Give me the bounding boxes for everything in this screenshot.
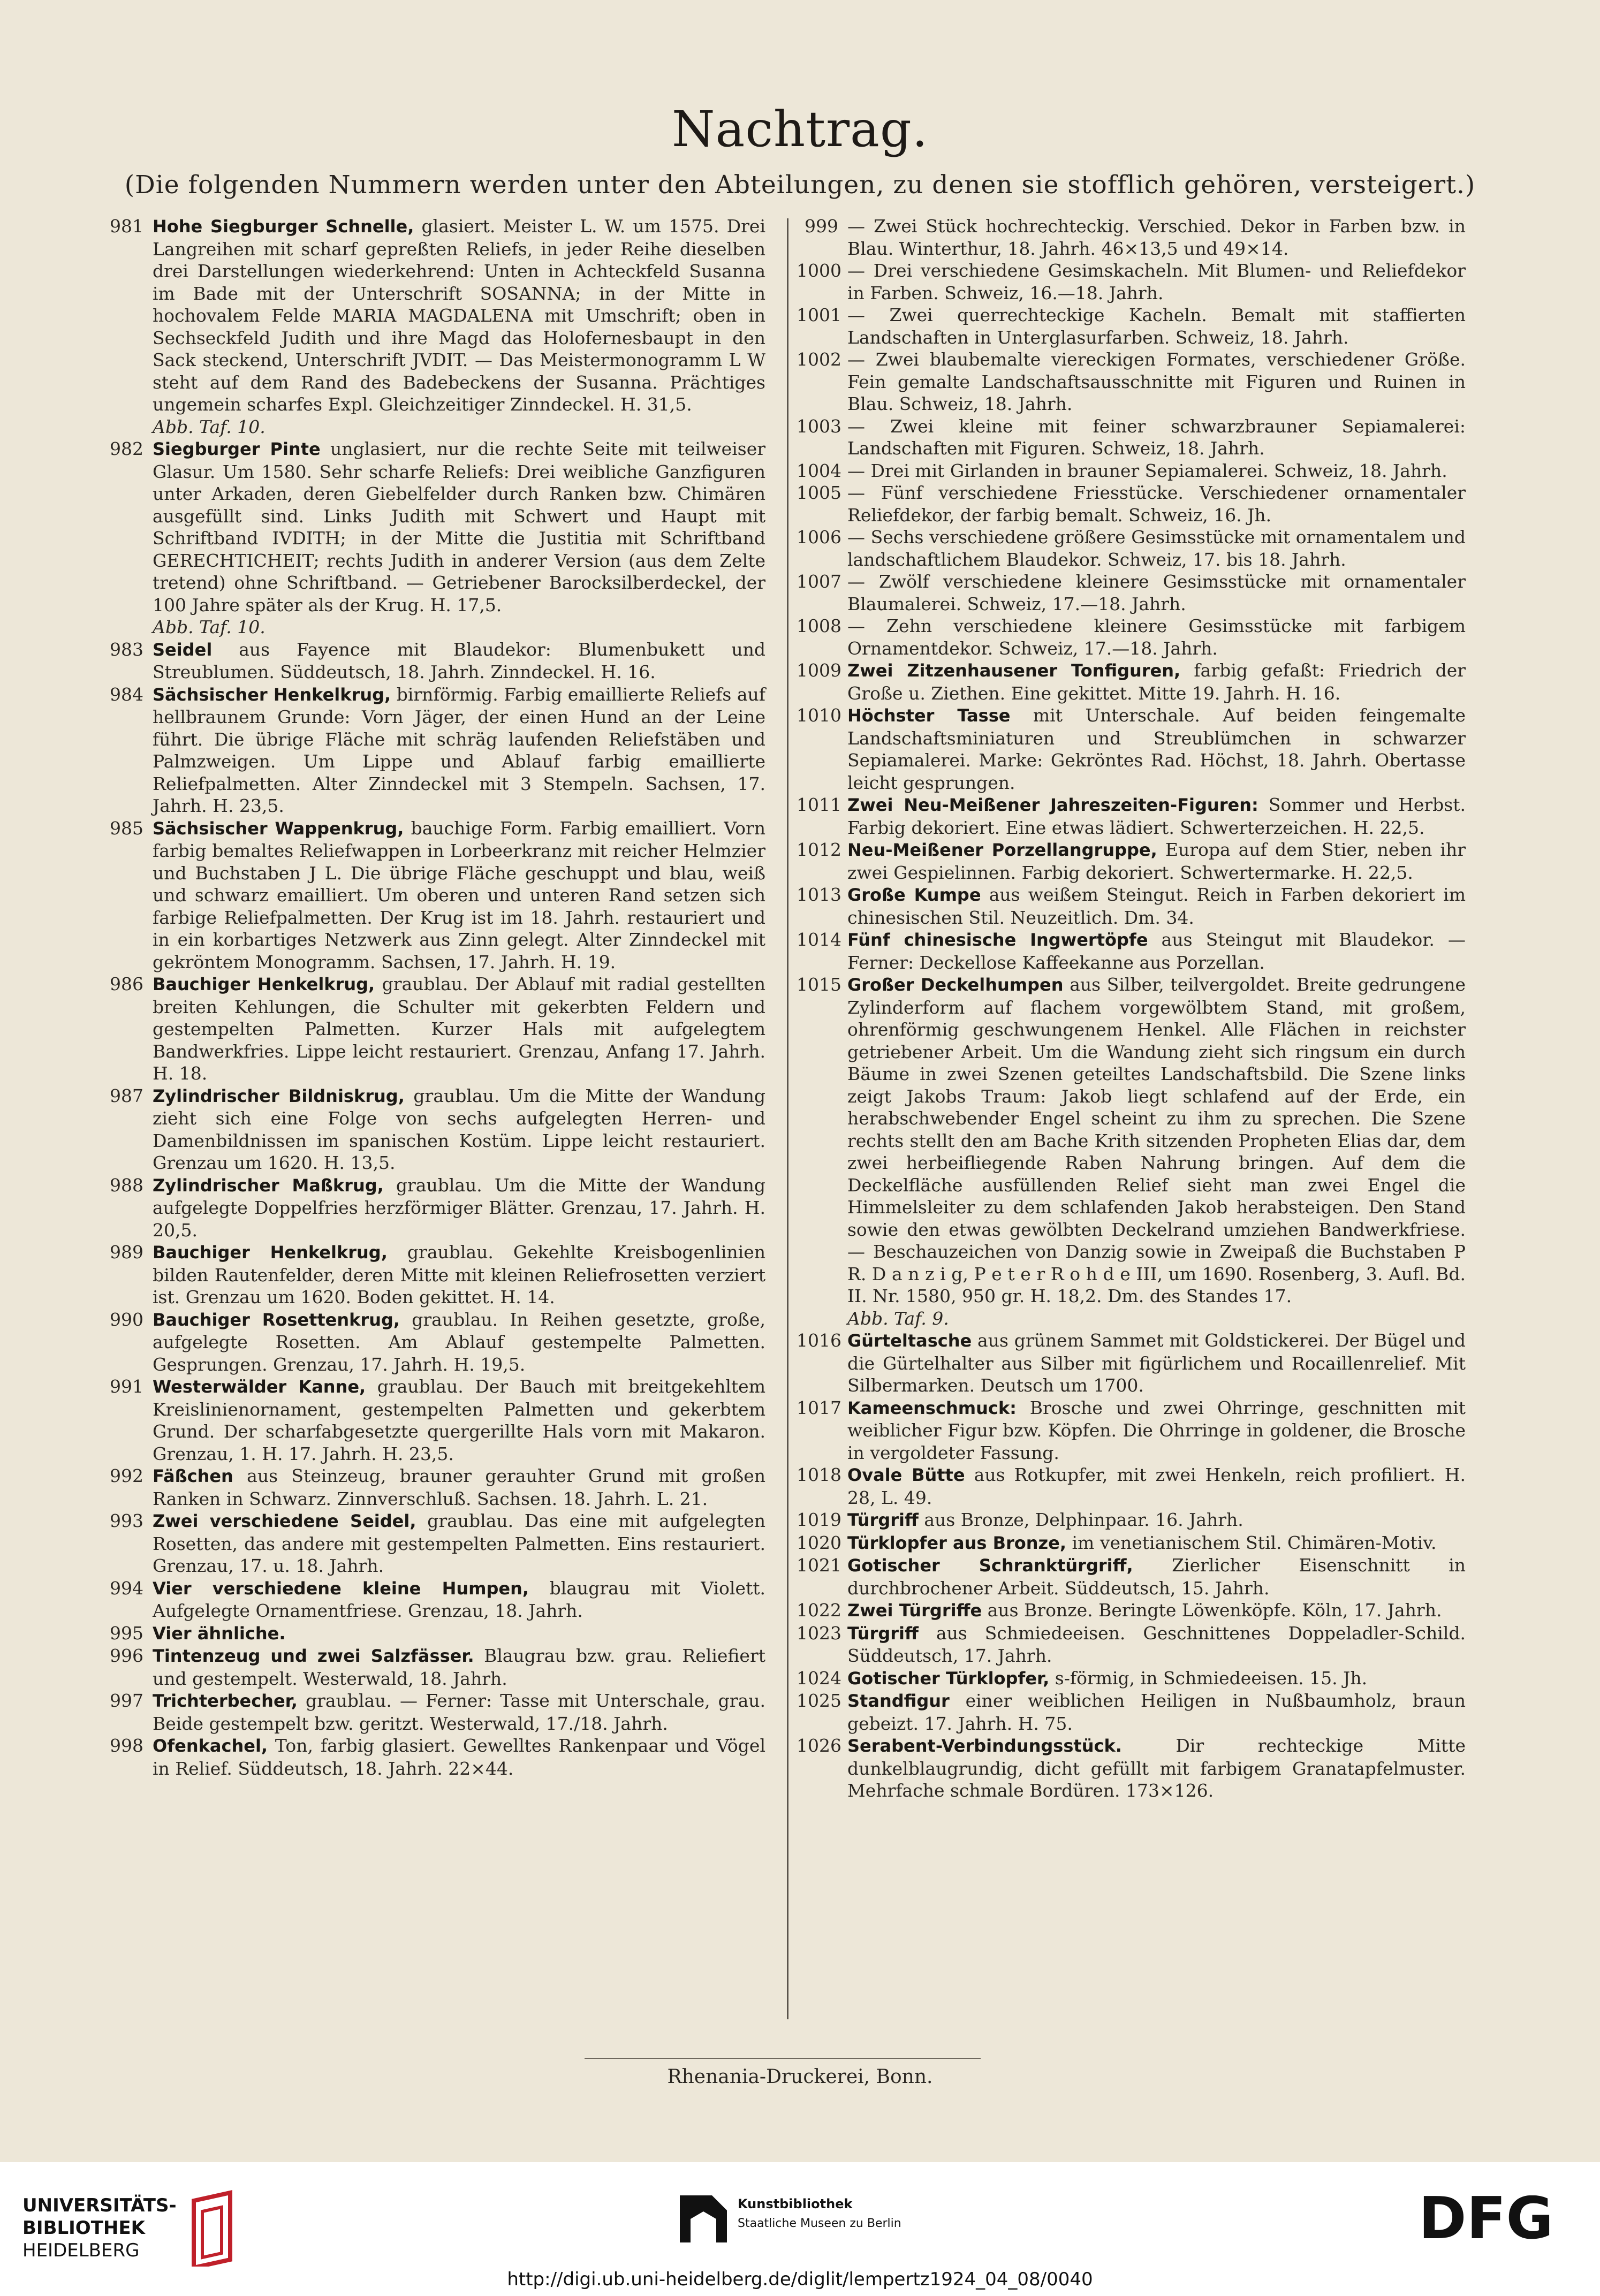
entry-description: aus Fayence mit Blaudekor: Blumenbukett und Streublumen. Süddeutsch, 18. Jahrh. Zinndeckel. H. 16.: [153, 638, 765, 682]
catalog-entry: [797, 415, 1466, 460]
entry-name: Hohe Siegburger Schnelle,: [153, 216, 414, 237]
entry-name: Bauchiger Henkelkrug,: [153, 1242, 388, 1263]
entry-number: 1008: [797, 615, 841, 636]
uni-logo-line1: UNIVERSITÄTS-: [22, 2195, 177, 2216]
entry-name: Westerwälder Kanne,: [153, 1377, 366, 1397]
entry-number: 1022: [797, 1600, 841, 1621]
library-emblem-icon: [183, 2190, 247, 2270]
entry-name: Fäßchen: [153, 1466, 233, 1486]
entry-name: Vier verschiedene kleine Humpen,: [153, 1578, 529, 1599]
catalog-entry: [797, 794, 1466, 839]
entry-name: Ovale Bütte: [847, 1465, 965, 1485]
entry-number: 1006: [797, 527, 841, 548]
catalog-entry: [797, 704, 1466, 794]
catalog-entry: [797, 884, 1466, 929]
entry-name: Trichterbecher,: [153, 1691, 298, 1711]
catalog-entry: [797, 659, 1466, 704]
catalog-entry: [797, 1667, 1466, 1690]
entry-number: 1000: [797, 260, 841, 281]
entry-description: Brosche und zwei Ohrringe, geschnitten mit weiblicher Figur bzw. Köpfen. Die Ohrringe in goldener, die Brosche in vergoldeter Fassung.: [847, 1397, 1466, 1463]
entry-description: — Zwei Stück hochrechteckig. Verschied. Dekor in Farben bzw. in Blau. Winterthur, 18. Jahrh. 46×13,5 und 49×14.: [847, 216, 1466, 259]
entry-name: Türklopfer aus Bronze,: [847, 1532, 1067, 1553]
entry-description: — Zehn verschiedene kleinere Gesimsstücke mit farbigem Ornamentdekor. Schweiz, 17.—18. Jahrh.: [847, 615, 1466, 659]
entry-name: Gotischer Schranktürgriff,: [847, 1555, 1133, 1576]
entry-number: 1026: [797, 1735, 841, 1756]
entry-description: Europa auf dem Stier, neben ihr zwei Gespielinnen. Farbig dekoriert. Schwertermarke. H. 22,5.: [847, 839, 1466, 883]
catalog-entry: [797, 1599, 1466, 1622]
entry-name: Gürteltasche: [847, 1331, 972, 1351]
entry-number: 1013: [797, 884, 841, 905]
entry-description: Blaugrau bzw. grau. Reliefiert und gestempelt. Westerwald, 18. Jahrh.: [153, 1645, 765, 1689]
entry-name: Türgriff: [847, 1510, 919, 1530]
catalog-entry: [102, 973, 765, 1085]
entry-description: — Zwei querrechteckige Kacheln. Bemalt mit staffierten Landschaften in Unterglasurfarben. Schweiz, 18. Jahrh.: [847, 305, 1466, 348]
entry-description: graublau. Um die Mitte der Wandung aufgelegte Doppelfries herzförmiger Blätter. Grenzau, 17. Jahrh. H. 20,5.: [153, 1174, 765, 1241]
catalog-entry: [797, 304, 1466, 348]
entry-name: Neu-Meißener Porzellangruppe,: [847, 840, 1157, 860]
kb-logo-line2: Staatliche Museen zu Berlin: [738, 2217, 901, 2230]
uni-logo-line3: HEIDELBERG: [22, 2240, 140, 2261]
entry-number: 1023: [797, 1622, 841, 1644]
kb-logo-line1: Kunstbibliothek: [738, 2196, 853, 2211]
entry-name: Bauchiger Henkelkrug,: [153, 974, 375, 994]
entry-number: 1020: [797, 1532, 841, 1553]
entry-description: birnförmig. Farbig emaillierte Reliefs auf hellbraunem Grunde: Vorn Jäger, der einen Hund an der Leine führt. Die übrige Fläche mit schräg laufenden Reliefstäben und Palmzweigen. Um Lippe und Ablauf farbig emaillierte Reliefpalmetten. Alter Zinndeckel mit 3 Stempeln. Sachsen, 17. Jahrh. H. 23,5.: [153, 683, 766, 816]
entry-number: 1011: [797, 794, 841, 815]
entry-name: Kameenschmuck:: [847, 1397, 1017, 1418]
entry-number: 1014: [797, 929, 841, 950]
entry-name: Seidel: [153, 639, 213, 660]
dfg-logo[interactable]: [1419, 2195, 1579, 2246]
catalog-entry: [102, 438, 765, 638]
catalog-entry: [797, 482, 1466, 526]
printer-imprint: Rhenania-Druckerei, Bonn.: [667, 2066, 933, 2088]
entry-name: Siegburger Pinte: [153, 439, 321, 459]
entry-number: 1024: [797, 1667, 841, 1689]
entry-number: 1009: [797, 660, 841, 681]
catalog-entry: [102, 1241, 765, 1309]
entry-name: Zylindrischer Maßkrug,: [153, 1175, 384, 1196]
entry-description: aus grünem Sammet mit Goldstickerei. Der Bügel und die Gürtelhalter aus Silber mit figürlichem und Rocaillenrelief. Mit Silbermarken. Deutsch um 1700.: [847, 1330, 1466, 1396]
column-divider: [787, 218, 788, 2019]
catalog-entry: [102, 1645, 765, 1690]
entry-number: 1016: [797, 1330, 841, 1351]
entry-description: graublau. In Reihen gesetzte, große, aufgelegte Rosetten. Am Ablauf gestempelte Palmetten. Gesprungen. Grenzau, 17. Jahrh. H. 19,5.: [153, 1309, 765, 1375]
catalog-entry: [102, 638, 765, 683]
catalog-entry: [102, 1510, 765, 1577]
entry-name: Vier ähnliche.: [153, 1623, 286, 1644]
entry-description: bauchige Form. Farbig emailliert. Vorn farbig bemaltes Reliefwappen in Lorbeerkranz mit reicher Helmzier und Buchstaben J L. Die übrige Fläche geschuppt und blau, weiß und schwarz emailliert. Um oberen und unteren Rand setzen sich farbige Reliefpalmetten. Der Krug ist im 18. Jahrh. restauriert und in ein korbartiges Netzwerk aus Zinn gelegt. Alter Zinndeckel mit gekröntem Monogramm. Sachsen, 17. Jahrh. H. 19.: [153, 817, 766, 972]
entry-number: 985: [110, 817, 143, 839]
catalog-entry: [797, 215, 1466, 260]
entry-description: unglasiert, nur die rechte Seite mit teilweiser Glasur. Um 1580. Sehr scharfe Reliefs: Drei weibliche Ganzfiguren unter Arkaden, deren Giebelfelder durch Ranken bzw. Chimären ausgefüllt sind. Links Judith mit Schwert und Haupt mit Schriftband IVDITH; in der Mitte die Justitia mit Schriftband GERECHTICHEIT; rechts Judith in anderer Version (aus dem Zelte tretend) ohne Schriftband. — Getriebener Barocksilberdeckel, der 100 Jahre später als der Krug. H. 17,5.: [153, 438, 765, 615]
catalog-entry: [797, 1690, 1466, 1735]
catalog-entry: [797, 839, 1466, 884]
entry-name: Zwei verschiedene Seidel,: [153, 1511, 416, 1531]
catalog-entry: [102, 1085, 765, 1174]
catalog-entry: [797, 571, 1466, 615]
entry-description: graublau. Der Ablauf mit radial gestellten breiten Kehlungen, die Schulter mit gekerbten Feldern und gestempelten Palmetten. Kurzer Hals mit aufgelegtem Bandwerkfries. Lippe leicht restauriert. Grenzau, Anfang 17. Jahrh. H. 18.: [153, 974, 765, 1084]
catalog-entry: [797, 1735, 1466, 1802]
entry-number: 1012: [797, 839, 841, 860]
uni-logo-line2: BIBLIOTHEK: [22, 2217, 145, 2239]
entry-description: — Drei verschiedene Gesimskacheln. Mit Blumen- und Reliefdekor in Farben. Schweiz, 16.—18. Jahrh.: [847, 260, 1466, 303]
entry-description: Dir rechteckige Mitte dunkelblaugrundig, dicht gefüllt mit farbigem Granatapfelmuster. Mehrfache schmale Bordüren. 173×126.: [847, 1735, 1466, 1801]
entry-number: 984: [110, 683, 143, 705]
catalog-entry: [102, 1577, 765, 1622]
entry-description: aus Bronze. Beringte Löwenköpfe. Köln, 17. Jahrh.: [982, 1600, 1442, 1621]
entry-name: Sächsischer Wappenkrug,: [153, 818, 404, 839]
dfg-text: DFG: [1419, 2195, 1554, 2244]
kunstbibliothek-logo[interactable]: [680, 2195, 901, 2242]
entry-description: — Fünf verschiedene Friesstücke. Verschiedener ornamentaler Reliefdekor, der farbig bemalt. Schweiz, 16. Jh.: [847, 482, 1466, 526]
footer-rule: [585, 2058, 981, 2059]
entry-number: 1001: [797, 305, 841, 325]
entry-number: 992: [110, 1465, 143, 1486]
catalog-entry: [102, 817, 765, 974]
entry-description: graublau. Das eine mit aufgelegten Rosetten, das andere mit gestempelten Palmetten. Eins restauriert. Grenzau, 17. u. 18. Jahrh.: [153, 1510, 765, 1576]
catalog-entry: [102, 1465, 765, 1510]
entry-number: 981: [110, 216, 143, 237]
entry-number: 1010: [797, 705, 841, 726]
entry-number: 1015: [797, 974, 841, 995]
catalog-entry: [102, 1174, 765, 1242]
entry-name: Zwei Türgriffe: [847, 1600, 982, 1621]
entry-name: Serabent-Verbindungsstück.: [847, 1736, 1122, 1756]
entry-description: aus weißem Steingut. Reich in Farben dekoriert im chinesischen Stil. Neuzeitlich. Dm. 34.: [847, 884, 1466, 928]
entry-name: Zwei Zitzenhausener Tonfiguren,: [847, 660, 1181, 681]
entry-name: Bauchiger Rosettenkrug,: [153, 1309, 400, 1330]
entry-number: 993: [110, 1510, 143, 1531]
entry-description: Ton, farbig glasiert. Gewelltes Rankenpaar und Vögel in Relief. Süddeutsch, 18. Jahrh. 22×44.: [153, 1735, 765, 1779]
entry-number: 994: [110, 1577, 143, 1599]
catalog-entry: [797, 615, 1466, 659]
entry-description: — Zwölf verschiedene kleinere Gesimsstücke mit ornamentaler Blaumalerei. Schweiz, 17.—18. Jahrh.: [847, 571, 1466, 614]
catalog-entry: [797, 1554, 1466, 1599]
entry-number: 987: [110, 1085, 143, 1106]
catalog-entry: [797, 348, 1466, 415]
catalog-entry: [797, 1509, 1466, 1532]
catalog-entry: [102, 1690, 765, 1735]
right-column: [797, 215, 1466, 1802]
catalog-entry: [102, 1375, 765, 1465]
entry-number: 998: [110, 1735, 143, 1756]
entry-number: 1025: [797, 1690, 841, 1711]
entry-description: graublau. — Ferner: Tasse mit Unterschale, grau. Beide gestempelt bzw. geritzt. Westerwald, 17./18. Jahrh.: [153, 1690, 765, 1734]
entry-number: 990: [110, 1309, 143, 1330]
entry-number: 999: [805, 216, 838, 237]
catalog-entry: [102, 215, 765, 438]
catalog-entry: [797, 1532, 1466, 1555]
catalog-entry: [797, 929, 1466, 974]
entry-description: aus Bronze, Delphinpaar. 16. Jahrh.: [918, 1509, 1243, 1530]
entry-number: 1004: [797, 460, 841, 481]
entry-description: mit Unterschale. Auf beiden feingemalte Landschaftsminiaturen und Streublümchen in schwarzer Sepiamalerei. Marke: Gekröntes Rad. Höchst, 18. Jahrh. Obertasse leicht gesprungen.: [847, 705, 1466, 793]
plate-reference: Abb. Taf. 9.: [847, 1307, 949, 1329]
entry-number: 1003: [797, 415, 841, 437]
entry-description: aus Steinzeug, brauner gerauhter Grund mit großen Ranken in Schwarz. Zinnverschluß. Sachsen. 18. Jahrh. L. 21.: [153, 1465, 765, 1509]
entry-description: aus Silber, teilvergoldet. Breite gedrungene Zylinderform auf flachem vorgewölbtem Stand, mit großem, ohrenförmig geschwungenem Henkel. Alle Flächen in reichster getriebener Arbeit. Um die Wandung zieht sich ringsum ein durch Bäume in zwei Szenen geteiltes Landschaftsbild. Die Szene links zeigt Jakobs Traum: Jakob liegt schlafend auf der Erde, ein herabschwebender Engel scheint zu ihm zu sprechen. Die Szene rechts stellt den am Bache Krith sitzenden Propheten Elias dar, dem zwei herbeifliegende Raben Nahrung bringen. Auf dem die Deckelfläche ausfüllenden Relief sieht man zwei Engel die Himmelsleiter zu dem schlafenden Jakob herabsteigen. Den Stand sowie den etwas gewölbten Deckelrand umziehen Bandwerkfriese. — Beschauzeichen von Danzig sowie in Zweipaß die Buchstaben P R. D a n z i g, P e t e r R o h d e III, um 1690. Rosenberg, 3. Aufl. Bd. II. Nr. 1580, 950 gr. H. 18,2. Dm. des Standes 17.: [847, 974, 1466, 1306]
catalog-entry: [102, 1622, 765, 1645]
entry-number: 1002: [797, 349, 841, 370]
entry-description: aus Steingut mit Blaudekor. — Ferner: Deckellose Kaffeekanne aus Porzellan.: [847, 929, 1466, 973]
entry-description: aus Schmiedeeisen. Geschnittenes Doppeladler-Schild. Süddeutsch, 17. Jahrh.: [847, 1622, 1466, 1666]
entry-number: 1021: [797, 1555, 841, 1576]
entry-description: einer weiblichen Heiligen in Nußbaumholz, braun gebeizt. 17. Jahrh. H. 75.: [847, 1690, 1466, 1734]
entry-number: 995: [110, 1622, 143, 1644]
entry-description: graublau. Um die Mitte der Wandung zieht sich eine Folge von sechs aufgelegten Herren- und Damenbildnissen im spanischen Kostüm. Lippe leicht restauriert. Grenzau um 1620. H. 13,5.: [153, 1085, 766, 1173]
entry-name: Großer Deckelhumpen: [847, 975, 1064, 995]
entry-description: — Zwei kleine mit feiner schwarzbrauner Sepiamalerei: Landschaften mit Figuren. Schweiz, 18. Jahrh.: [847, 415, 1466, 459]
viewer-footer: [0, 2162, 1600, 2267]
entry-description: Zierlicher Eisenschnitt in durchbrochener Arbeit. Süddeutsch, 15. Jahrh.: [847, 1555, 1466, 1599]
catalog-entry: [102, 683, 765, 817]
catalog-entry: [797, 526, 1466, 571]
entry-number: 1019: [797, 1509, 841, 1530]
catalog-entry: [797, 1622, 1466, 1667]
entry-name: Sächsischer Henkelkrug,: [153, 684, 391, 705]
entry-name: Standfigur: [847, 1691, 950, 1711]
entry-description: — Drei mit Girlanden in brauner Sepiamalerei. Schweiz, 18. Jahrh.: [847, 460, 1447, 481]
entry-description: im venetianischem Stil. Chimären-Motiv.: [1066, 1532, 1437, 1553]
entry-description: aus Rotkupfer, mit zwei Henkeln, reich profiliert. H. 28, L. 49.: [847, 1464, 1466, 1508]
entry-name: Höchster Tasse: [847, 705, 1011, 726]
entry-name: Zylindrischer Bildniskrug,: [153, 1085, 405, 1106]
entry-number: 982: [110, 438, 143, 459]
entry-number: 983: [110, 638, 143, 660]
page-title: Nachtrag.: [671, 101, 929, 158]
entry-name: Zwei Neu-Meißener Jahreszeiten-Figuren:: [847, 795, 1258, 815]
entry-number: 1018: [797, 1464, 841, 1485]
plate-reference: Abb. Taf. 10.: [153, 416, 266, 437]
entry-name: Ofenkachel,: [153, 1736, 268, 1756]
entry-description: farbig gefaßt: Friedrich der Große u. Ziethen. Eine gekittet. Mitte 19. Jahrh. H. 16.: [847, 660, 1466, 704]
dfg-wordmark-icon: [1419, 2195, 1579, 2244]
entry-description: — Zwei blaubemalte viereckigen Formates, verschiedener Größe. Fein gemalte Landschaftsausschnitte mit Figuren und Ruinen in Blau. Schweiz, 18. Jahrh.: [847, 349, 1466, 414]
page-url[interactable]: http://digi.ub.uni-heidelberg.de/diglit/lempertz1924_04_08/0040: [0, 2267, 1600, 2296]
catalog-entry: [797, 1464, 1466, 1509]
plate-reference: Abb. Taf. 10.: [153, 617, 266, 637]
catalog-entry: [102, 1735, 765, 1780]
entry-number: 997: [110, 1690, 143, 1711]
page-subtitle: (Die folgenden Nummern werden unter den Abteilungen, zu denen sie stofflich gehören, versteigert.): [124, 170, 1476, 200]
catalog-entry: [102, 1309, 765, 1376]
entry-name: Fünf chinesische Ingwertöpfe: [847, 930, 1148, 950]
entry-name: Große Kumpe: [847, 885, 981, 905]
entry-description: graublau. Gekehlte Kreisbogenlinien bilden Rautenfelder, deren Mitte mit kleinen Reliefrosetten verziert ist. Grenzau um 1620. Boden gekittet. H. 14.: [153, 1242, 766, 1307]
entry-name: Tintenzeug und zwei Salzfässer.: [153, 1646, 474, 1666]
kunstbibliothek-icon: [680, 2195, 727, 2242]
entry-description: graublau. Der Bauch mit breitgekehltem Kreislinienornament, gestempelten Palmetten und gekerbtem Grund. Der scharfabgesetzte quergerillte Hals vorn mit Makaron. Grenzau, 1. H. 17. Jahrh. H. 23,5.: [153, 1376, 765, 1464]
entry-number: 1005: [797, 482, 841, 503]
entry-number: 988: [110, 1174, 143, 1196]
catalog-entry: [797, 460, 1466, 482]
entry-number: 991: [110, 1376, 143, 1397]
entry-name: Türgriff: [847, 1623, 919, 1644]
entry-description: blaugrau mit Violett. Aufgelegte Ornamentfriese. Grenzau, 18. Jahrh.: [153, 1577, 765, 1621]
entry-number: 996: [110, 1645, 143, 1666]
left-column: [102, 215, 765, 1780]
catalog-entry: [797, 1397, 1466, 1464]
catalog-entry: [797, 974, 1466, 1329]
university-library-logo[interactable]: [22, 2194, 247, 2270]
entry-description: glasiert. Meister L. W. um 1575. Drei Langreihen mit scharf gepreßten Reliefs, in jeder Reihe dieselben drei Darstellungen wiederkehrend: Unten in Achteckfeld Susanna im Bade mit der Unterschrift SOSANNA; in der Mitte in hochovalem Felde MARIA MAGDALENA mit Umschrift; oben in Sechseckfeld Judith und ihre Magd das Holofernesbaupt in den Sack steckend, Unterschrift JVDIT. — Das Meistermonogramm L W steht auf dem Rand des Badebeckens der Susanna. Prächtiges ungemein scharfes Expl. Gleichzeitiger Zinndeckel. H. 31,5.: [153, 216, 766, 415]
entry-name: Gotischer Türklopfer,: [847, 1668, 1050, 1689]
entry-number: 989: [110, 1242, 143, 1263]
catalog-entry: [797, 1329, 1466, 1397]
entry-number: 1007: [797, 571, 841, 592]
entry-number: 986: [110, 974, 143, 994]
catalog-entry: [797, 260, 1466, 304]
entry-description: s-förmig, in Schmiedeeisen. 15. Jh.: [1049, 1667, 1368, 1689]
entry-description: Sommer und Herbst. Farbig dekoriert. Eine etwas lädiert. Schwerterzeichen. H. 22,5.: [847, 794, 1466, 838]
entry-description: — Sechs verschiedene größere Gesimsstücke mit ornamentalem und landschaftlichem Blaudekor. Schweiz, 17. bis 18. Jahrh.: [847, 527, 1466, 570]
entry-number: 1017: [797, 1397, 841, 1418]
